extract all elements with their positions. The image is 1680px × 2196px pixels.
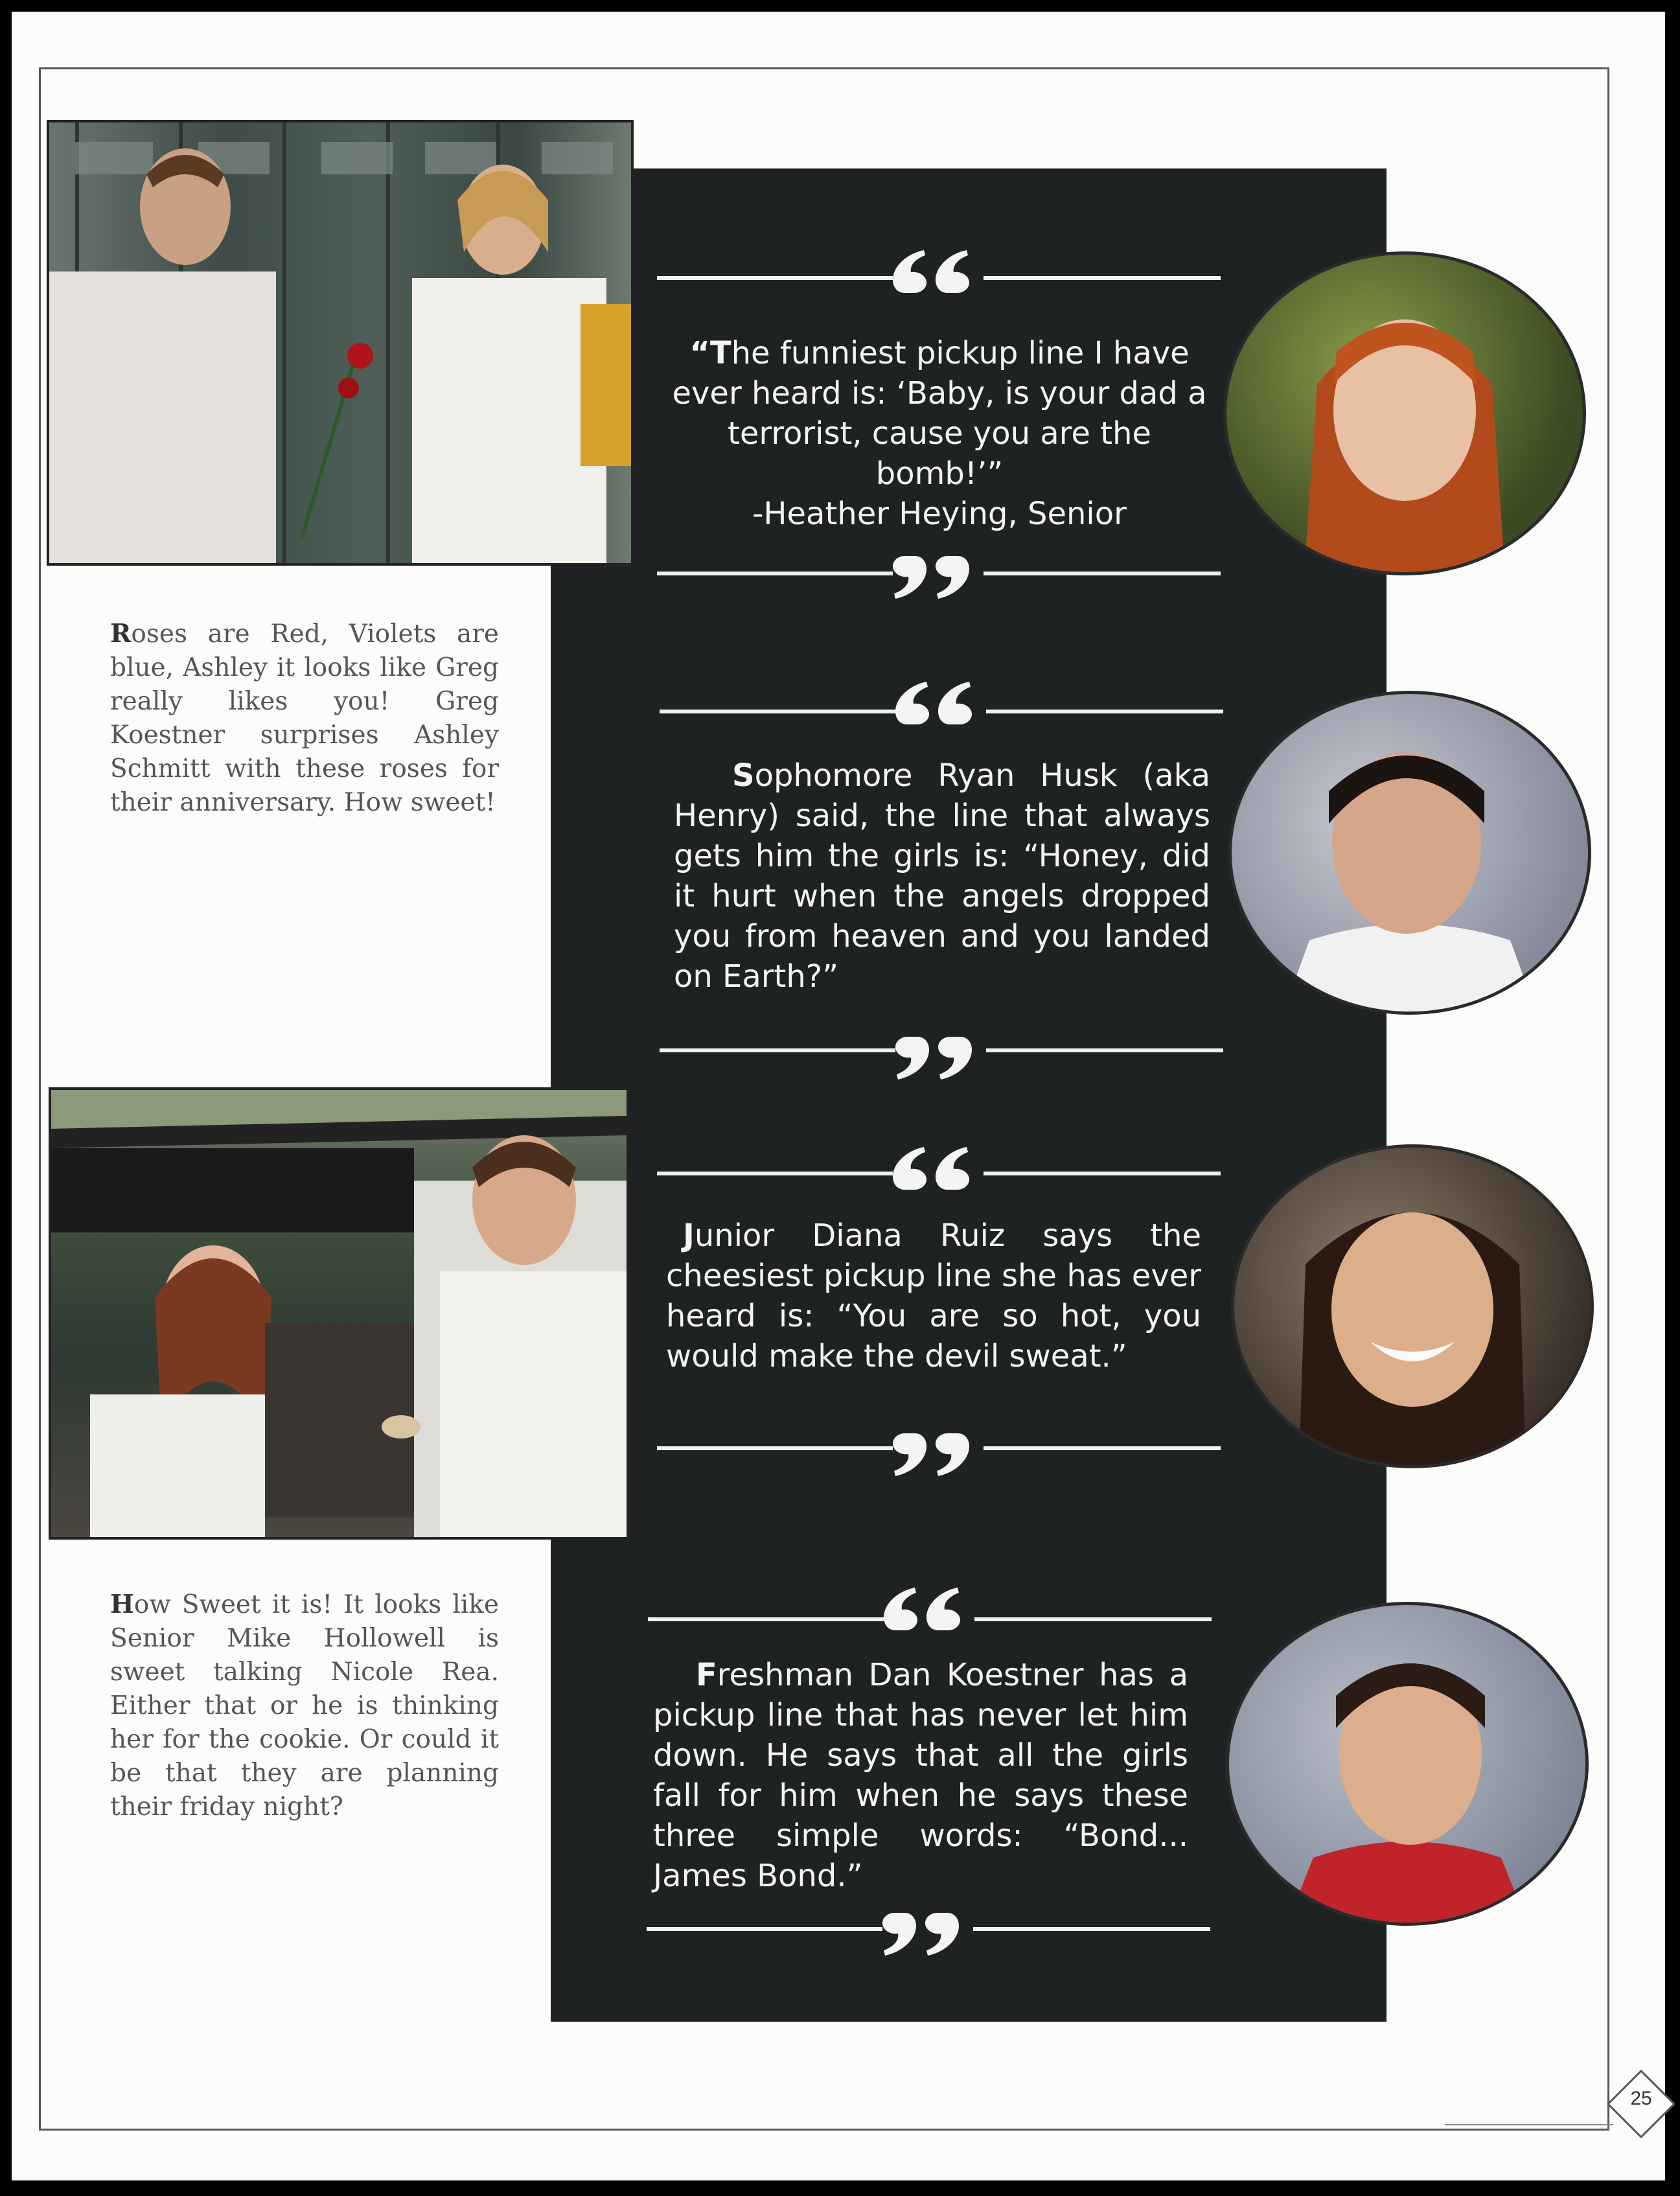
quote-lead: J [683,1218,695,1254]
caption-sweet-talking [110,1588,499,1824]
close-quote-icon [882,1906,973,1961]
portrait-ryan-husk [1228,691,1591,1015]
caption-text: ow Sweet it is! It looks like Senior Mike Hollowell is sweet talking Nicole Rea. Either that or he is thinking her for the cookie. Or could it be that they are planning their friday night? [110,1590,499,1821]
close-quote-icon [893,549,984,604]
caption-dropcap: H [110,1589,134,1619]
quote-lead: “T [689,335,731,371]
quote-body: unior Diana Ruiz says the cheesiest pickup line she has ever heard is: “You are so hot, you would make the devil sweat.” [666,1218,1201,1374]
quote-body: reshman Dan Koestner has a pickup line that has never let him down. He says that all the girls fall for him when he says these three simple words: “Bond... James Bond.” [653,1657,1188,1894]
open-quote-icon [895,676,986,731]
quote-diana [666,1216,1201,1376]
quote-lead: S [732,757,755,794]
open-quote-icon [884,1582,974,1637]
caption-dropcap: R [110,619,132,649]
quote-dan [653,1655,1188,1896]
quote-ryan [674,756,1210,997]
quote-heather [667,333,1212,534]
caption-roses [110,617,499,820]
open-quote-icon [893,245,984,299]
photo-sweet-talking [49,1087,629,1540]
quote-body: he funniest pickup line I have ever heard is: ‘Baby, is your dad a terrorist, cause you are the bomb!’” [672,335,1207,492]
portrait-diana-ruiz [1231,1144,1594,1468]
open-quote-icon [893,1142,984,1196]
photo-roses-at-lockers [47,120,634,566]
close-quote-icon [895,1030,986,1085]
footer-rule [1445,2124,1613,2125]
page-number: 25 [1630,2088,1652,2109]
quote-attribution: -Heather Heying, Senior [752,496,1127,532]
quote-body: ophomore Ryan Husk (aka Henry) said, the line that always gets him the girls is: “Honey, did it hurt when the angels dropped you from heaven and you landed on Earth?” [674,757,1210,995]
quote-lead: F [696,1657,717,1693]
portrait-heather-heying [1223,251,1586,575]
caption-text: oses are Red, Violets are blue, Ashley it looks like Greg really likes you! Greg Koestner surprises Ashley Schmitt with these roses for their anniversary. How sweet! [110,619,499,817]
close-quote-icon [893,1427,984,1481]
portrait-dan-koestner [1226,1602,1589,1926]
